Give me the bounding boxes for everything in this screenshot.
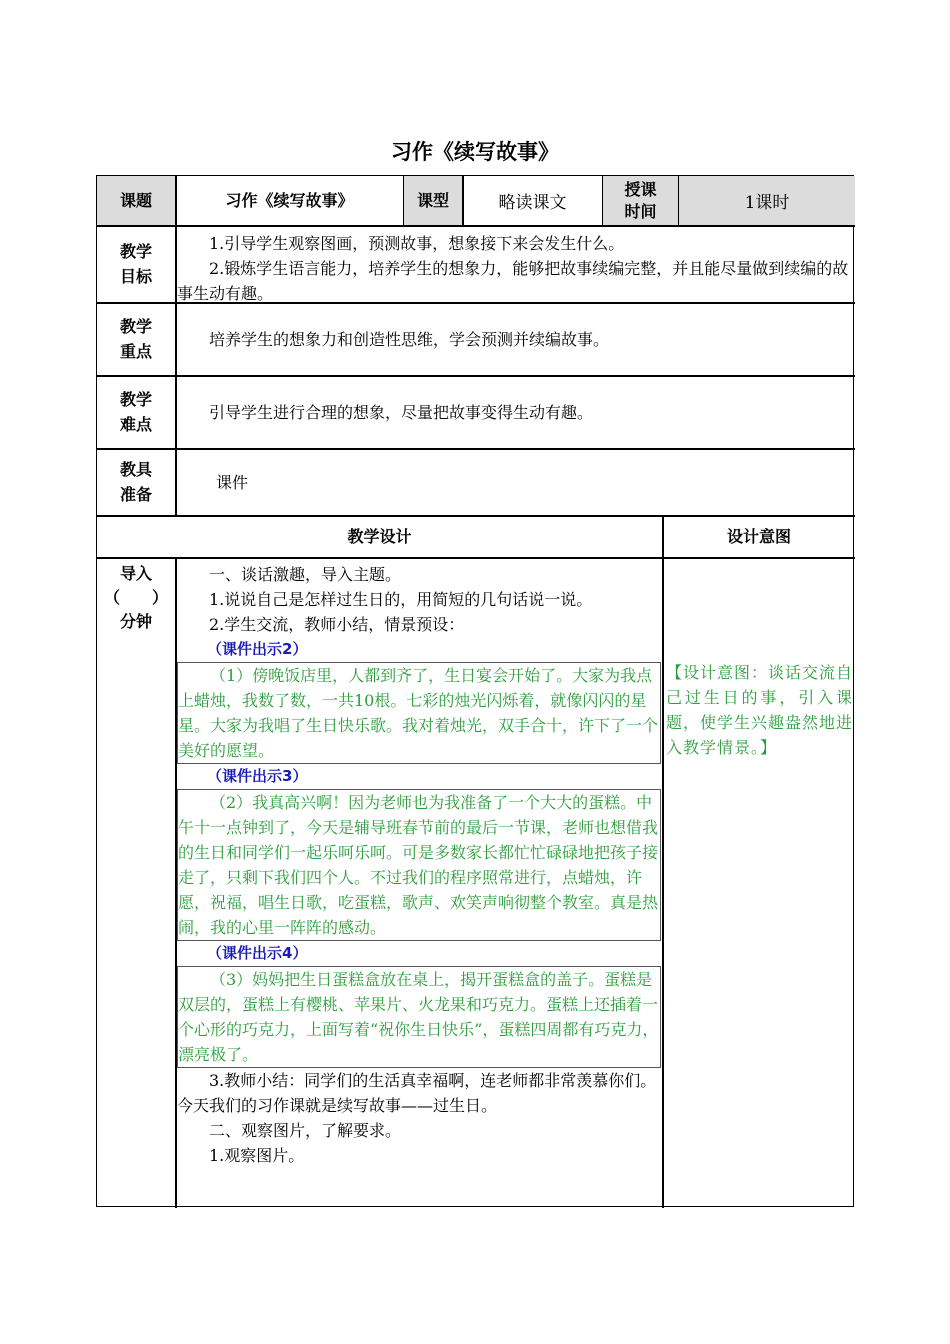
time-value: 1课时 [679,176,855,225]
teacher-summary: 3.教师小结：同学们的生活真幸福啊，连老师都非常羡慕你们。今天我们的习作课就是续写故事——过生日。 [177,1071,657,1115]
difficulty-label-line2: 难点 [119,415,152,434]
goal-item-1: 1.引导学生观察图画，预测故事，想象接下来会发生什么。 [209,234,625,253]
intro-content [177,562,661,1168]
lesson-plan-table [96,175,854,1207]
intro-step-3: 2.学生交流，教师小结，情景预设： [209,615,465,634]
goals-content [177,231,854,306]
time-label-line1: 授课 [624,179,657,199]
intro-label [97,562,175,634]
focus-content [177,303,854,375]
design-intent: 【设计意图：谈话交流自己过生日的事，引入课题，使学生兴趣盎然地进入教学情景。】 [666,663,854,757]
topic-value: 习作《续写故事》 [225,191,354,210]
intro-label-line1: 导入 [119,564,152,583]
example-paragraph-2: （2）我真高兴啊！因为老师也为我准备了一个大大的蛋糕。中午十一点钟到了，今天是辅导班春节前的最后一节课，老师也想借我的生日和同学们一起乐呵乐呵。可是多数家长都忙忙碌碌地把孩子接走了，只剩下我们四个人。不过我们的程序照常进行，点蜡烛，许愿，祝福，唱生日歌，吃蛋糕，歌声、欢笑声响彻整个教室。真是热闹，我的心里一阵阵的感动。 [177,789,661,941]
tools-label-line2: 准备 [119,485,152,504]
difficulty-label [97,376,175,448]
tools-text: 课件 [216,472,249,492]
tools-content [177,449,854,515]
focus-label-line1: 教学 [119,317,152,336]
row-divider [97,225,855,227]
goals-label-line2: 目标 [119,267,152,286]
section-two-heading: 二、观察图片，了解要求。 [209,1121,402,1140]
tools-label-line1: 教具 [119,460,152,479]
difficulty-label-line1: 教学 [119,390,152,409]
col-divider [662,515,664,1208]
focus-text: 培养学生的想象力和创造性思维，学会预测并续编故事。 [209,329,610,349]
time-label [603,176,678,225]
design-header: 教学设计 [347,527,412,546]
example-paragraph-3: （3）妈妈把生日蛋糕盒放在桌上，揭开蛋糕盒的盖子。蛋糕是双层的，蛋糕上有樱桃、苹果片、火龙果和巧克力。蛋糕上还插着一个心形的巧克力，上面写着“祝你生日快乐”，蛋糕四周都有巧克力，漂亮极了。 [177,966,661,1068]
observe-picture-step: 1.观察图片。 [209,1146,305,1165]
slide-note-2: （课件出示2） [207,640,308,658]
focus-label [97,303,175,375]
tools-label [97,449,175,515]
difficulty-text: 引导学生进行合理的想象，尽量把故事变得生动有趣。 [209,402,594,422]
time-label-line2: 时间 [624,201,657,221]
topic-label: 课题 [97,176,175,225]
example-paragraph-1: （1）傍晚饭店里，人都到齐了，生日宴会开始了。大家为我点上蜡烛，我数了数，一共10根。七彩的烛光闪烁着，就像闪闪的星星。大家为我唱了生日快乐歌。我对着烛光，双手合十，许下了一个美好的愿望。 [177,662,661,764]
focus-label-line2: 重点 [119,342,152,361]
slide-note-3: （课件出示3） [207,767,308,785]
difficulty-content [177,376,854,448]
intro-label-line3: 分钟 [119,612,152,631]
intro-step-1: 一、谈话激趣，导入主题。 [209,565,402,584]
intent-header: 设计意图 [726,527,791,546]
slide-note-4: （课件出示4） [207,944,308,962]
row-divider [97,557,855,559]
goals-label [97,226,175,302]
goal-item-2: 2.锻炼学生语言能力，培养学生的想象力，能够把故事续编完整，并且能尽量做到续编的故事生动有趣。 [177,259,849,303]
type-value: 略读课文 [498,193,567,213]
intro-step-2: 1.说说自己是怎样过生日的，用简短的几句话说一说。 [209,590,593,609]
intro-label-line2: （ ） [103,588,168,607]
page-title: 习作《续写故事》 [391,140,559,164]
type-label: 课型 [404,176,462,225]
goals-label-line1: 教学 [119,242,152,261]
